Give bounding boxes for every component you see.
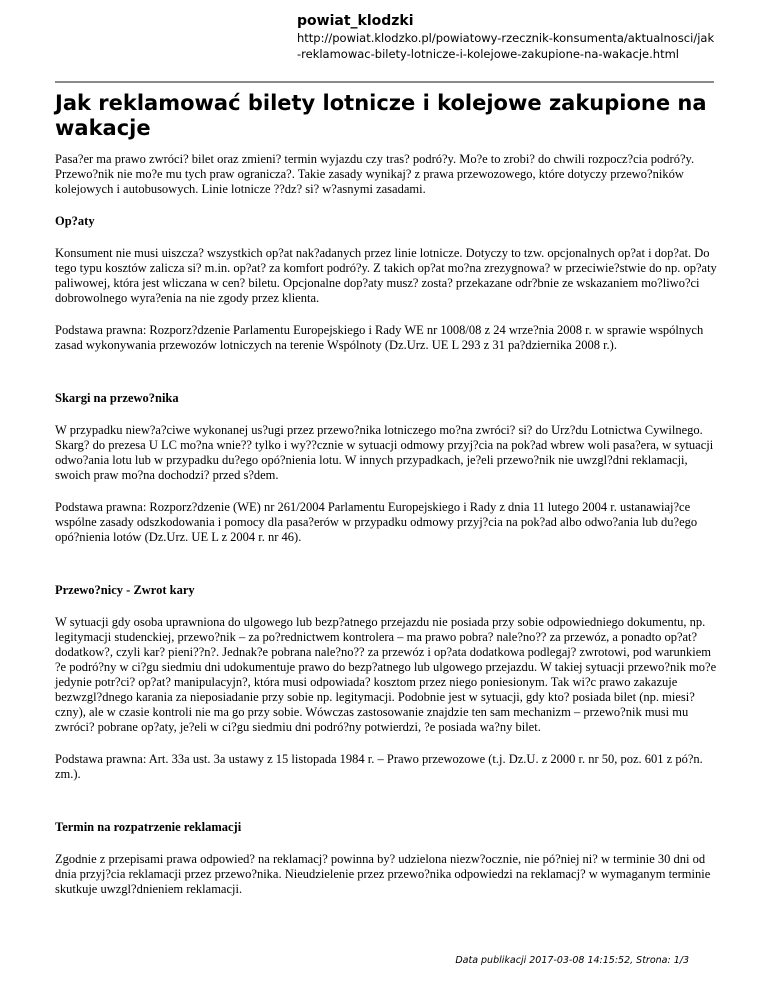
section-termin-body: Zgodnie z przepisami prawa odpowied? na reklamacj? powinna by? udzielona niezw?ocznie, nie pó?niej ni? w terminie 30 dni od dnia przyj?cia reklamacji przez przewo?nika. Nieudzielenie przez przewo?nika odpowiedzi na reklamacj? w wymaganym terminie skutkuje uwzgl?dnieniem reklamacji. <box>55 852 711 896</box>
section-skargi-body: W przypadku niew?a?ciwe wykonanej us?ugi przez przewo?nika lotniczego mo?na zwróci? si? do Urz?du Lotnictwa Cywilnego. Skarg? do prezesa U LC mo?na wnie?? tylko i wy??cznie w sytuacji odmowy przyj?cia na pok?ad wbrew woli pasa?era, w sytuacji odwo?ania lotu lub w przypadku du?ego opó?nienia lotu. W innych przypadkach, je?eli przewo?nik nie uwzgl?dni reklamacji, swoich praw mo?na dochodzi? przed s?dem. <box>55 423 714 482</box>
section-heading-zwrot-kary: Przewo?nicy - Zwrot kary <box>55 583 195 597</box>
article-title: Jak reklamować bilety lotnicze i kolejowe zakupione na wakacje <box>55 91 707 140</box>
section-heading-skargi: Skargi na przewo?nika <box>55 391 179 405</box>
section-zwrot-kary-body: W sytuacji gdy osoba uprawniona do ulgowego lub bezp?atnego przejazdu nie posiada przy sobie odpowiedniego dokumentu, np. legitymacji studenckiej, przewo?nik – za po?rednictwem kontrolera – ma prawo pobra? nale?no?? za przewóz, a ponadto op?at? dodatkow?, czyli kar? pieni??n?. Jednak?e pobrana nale?no?? za przewóz i op?ata dodatkowa podlegaj? zwrotowi, pod warunkiem ?e podró?ny w ci?gu siedmiu dni udokumentuje prawo do bezp?atnego lub ulgowego przejazdu. W takiej sytuacji przewo?nik mo?e jedynie potr?ci? op?at? manipulacyjn?, która musi odpowiada? kosztom przez niego poniesionym. Tak wi?c prawo zakazuje bezwzgl?dnego karania za nieposiadanie przy sobie np. legitymacji. Podobnie jest w sytuacji, gdy kto? posiada bilet (np. miesi?czny), ale w czasie kontroli nie ma go przy sobie. Wówczas zastosowanie znajdzie ten sam mechanizm – przewo?nik musi mu zwróci? pobrane op?aty, je?eli w ci?gu siedmiu dni podró?ny potwierdzi, ?e posiada wa?ny bilet. <box>55 615 717 734</box>
section-zwrot-kary-legal-basis: Podstawa prawna: Art. 33a ust. 3a ustawy z 15 listopada 1984 r. – Prawo przewozowe (t.j. Dz.U. z 2000 r. nr 50, poz. 601 z pó?n. zm.). <box>55 752 703 781</box>
section-heading-termin: Termin na rozpatrzenie reklamacji <box>55 820 242 834</box>
header-divider <box>55 81 714 83</box>
page-header <box>297 12 717 62</box>
intro-paragraph: Pasa?er ma prawo zwróci? bilet oraz zmieni? termin wyjazdu czy tras? podró?y. Mo?e to zrobi? do chwili rozpocz?cia podró?y. Przewo?nik nie mo?e mu tych praw ogranicza?. Takie zasady wynikaj? z prawa przewozowego, które dotyczy przewo?ników kolejowych i autobusowych. Linie lotnicze ??dz? si? w?asnymi zasadami. <box>55 152 695 196</box>
section-oplaty-body: Konsument nie musi uiszcza? wszystkich op?at nak?adanych przez linie lotnicze. Dotyczy to tzw. opcjonalnych op?at i dop?at. Do tego typu kosztów zalicza si? m.in. op?at? za komfort podró?y. Z takich op?at mo?na zrezygnowa? w przeciwie?stwie do np. op?aty paliwowej, która jest wliczana w cen? biletu. Opcjonalne dop?aty musz? zosta? przekazane odr?bnie ze wskazaniem mo?liwo?ci dobrowolnego wyra?enia na nie zgody przez klienta. <box>55 246 717 305</box>
source-url[interactable]: http://powiat.klodzko.pl/powiatowy-rzecznik-konsumenta/aktualnosci/jak-reklamowac-bilety-lotnicze-i-kolejowe-zakupione-na-wakacje.html <box>297 31 715 61</box>
section-skargi-legal-basis: Podstawa prawna: Rozporz?dzenie (WE) nr 261/2004 Parlamentu Europejskiego i Rady z dnia 11 lutego 2004 r. ustanawiaj?ce wspólne zasady odszkodowania i pomocy dla pasa?erów w przypadku odmowy przyj?cia na pok?ad albo odwo?ania lub du?ego opó?nienia lotów (Dz.Urz. UE L z 2004 r. nr 46). <box>55 500 698 544</box>
section-heading-oplaty: Op?aty <box>55 214 95 228</box>
site-name: powiat_klodzki <box>297 13 414 29</box>
section-oplaty-legal-basis: Podstawa prawna: Rozporz?dzenie Parlamentu Europejskiego i Rady WE nr 1008/08 z 24 wrze?nia 2008 r. w sprawie wspólnych zasad wykonywania przewozów lotniczych na terenie Wspólnoty (Dz.Urz. UE L 293 z 31 pa?dziernika 2008 r.). <box>55 323 704 352</box>
publication-footer: Data publikacji 2017-03-08 14:15:52, Strona: 1/3 <box>455 955 689 966</box>
article-body <box>55 152 717 897</box>
